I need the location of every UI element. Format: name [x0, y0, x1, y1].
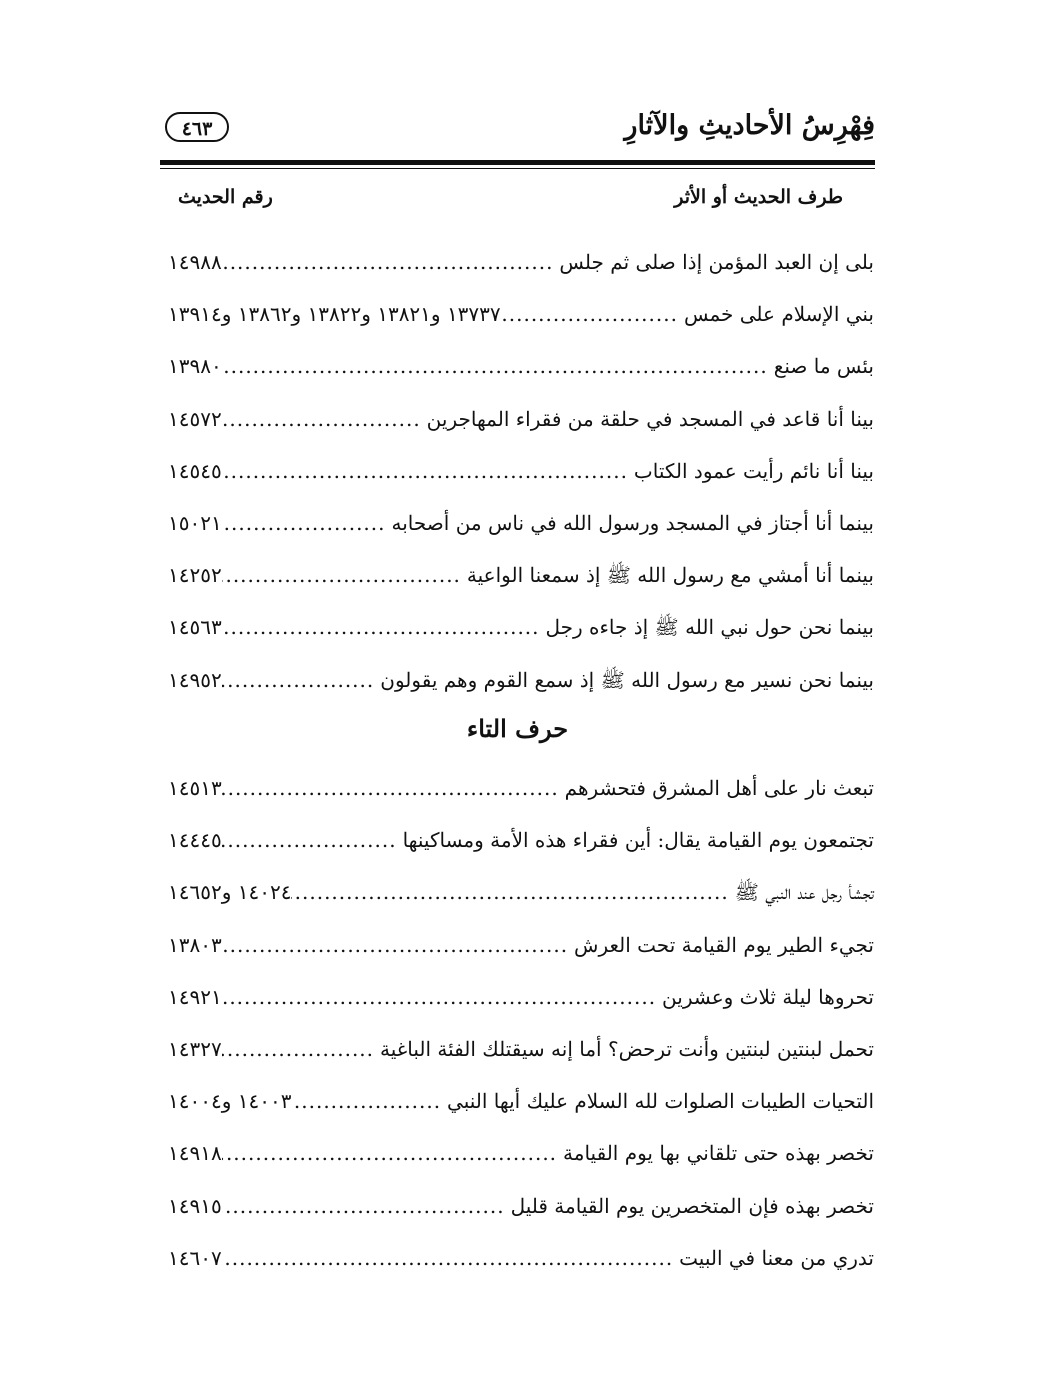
entry-leader-dots	[222, 1141, 557, 1165]
entry-leader-dots	[222, 459, 628, 483]
entry-ref: ١٤٩١٥	[168, 1193, 222, 1218]
entry-text: تجشأ رجل عند النبي ﷺ	[734, 880, 874, 905]
entry-ref: ١٤٥٦٣	[168, 615, 222, 640]
index-entry	[168, 1037, 874, 1089]
entry-text: بينما أنا أجتاز في المسجد ورسول الله في ناس من أصحابه	[391, 510, 874, 535]
index-entry	[168, 615, 874, 667]
entry-leader-dots	[501, 302, 678, 326]
index-entry	[168, 407, 874, 459]
index-list-taa	[168, 776, 874, 1298]
index-entry	[168, 1141, 874, 1193]
entry-ref: ١٤٢٥٢	[168, 563, 222, 588]
entry-leader-dots	[222, 250, 554, 274]
entry-leader-dots	[222, 354, 768, 378]
index-entry	[168, 933, 874, 985]
header-rule-thin	[160, 168, 875, 169]
entry-leader-dots	[291, 1089, 441, 1113]
entry-text: بينما أنا أمشي مع رسول الله ﷺ إذ سمعنا الواعية	[466, 563, 874, 588]
entry-text: تجيء الطير يوم القيامة تحت العرش	[574, 932, 874, 957]
index-entry	[168, 668, 874, 720]
running-title: فِهْرِسُ الأحاديثِ والآثارِ	[624, 110, 875, 141]
entry-ref: ١٤٥٤٥	[168, 458, 222, 483]
entry-ref: ١٤٠٠٣ و١٤٠٠٤	[168, 1089, 292, 1114]
entry-leader-dots	[291, 880, 728, 904]
entry-ref: ١٣٩٨٠	[168, 354, 222, 379]
entry-text: تدري من معنا في البيت	[679, 1245, 874, 1270]
entry-leader-dots	[222, 407, 421, 431]
entry-ref: ١٤٦٠٧	[168, 1245, 222, 1270]
index-entry	[168, 776, 874, 828]
index-entry	[168, 1089, 874, 1141]
index-list-ba	[168, 250, 874, 720]
index-entry	[168, 511, 874, 563]
entry-text: تبعث نار على أهل المشرق فتحشرهم	[564, 776, 874, 800]
entry-ref: ١٤٥٧٢	[168, 406, 222, 431]
entry-ref: ١٤٩٢١	[168, 984, 222, 1009]
index-entry	[168, 250, 874, 302]
entry-leader-dots	[222, 828, 397, 852]
entry-leader-dots	[222, 1194, 505, 1218]
entry-text: بينا أنا قاعد في المسجد في حلقة من فقراء المهاجرين	[426, 406, 874, 431]
entry-leader-dots	[222, 668, 375, 692]
entry-ref: ١٤٠٢٤ و١٤٦٥٢	[168, 880, 292, 905]
entry-text: بلى إن العبد المؤمن إذا صلى ثم جلس	[559, 250, 874, 274]
index-entry	[168, 880, 874, 932]
entry-text: بينما نحن حول نبي الله ﷺ إذ جاءه رجل	[545, 615, 874, 640]
entry-text: بئس ما صنع	[773, 354, 874, 379]
entry-text: بينما نحن نسير مع رسول الله ﷺ إذ سمع القوم وهم يقولون	[380, 667, 874, 692]
entry-ref: ١٥٠٢١	[168, 510, 222, 535]
entry-ref: ١٤٩٨٨	[168, 250, 222, 274]
index-entry	[168, 1194, 874, 1246]
entry-ref: ١٣٨٠٣	[168, 932, 222, 957]
entry-text: بينا أنا نائم رأيت عمود الكتاب	[633, 458, 874, 483]
entry-leader-dots	[222, 1246, 673, 1270]
column-headings	[160, 186, 875, 216]
section-heading: حرف التاء	[466, 714, 569, 743]
entry-text: التحيات الطيبات الصلوات لله السلام عليك أيها النبي	[447, 1089, 874, 1114]
index-entry	[168, 828, 874, 880]
column-heading-text: طرف الحديث أو الأثر	[674, 186, 843, 208]
index-entry	[168, 563, 874, 615]
entry-leader-dots	[222, 1037, 374, 1061]
page-header	[160, 106, 875, 156]
entry-text: تحمل لبنتين لبنتين وأنت ترحض؟ أما إنه سيقتلك الفئة الباغية	[380, 1036, 874, 1061]
index-entry	[168, 354, 874, 406]
entry-ref: ١٤٤٤٥	[168, 828, 222, 853]
entry-leader-dots	[222, 776, 559, 800]
entry-text: تجتمعون يوم القيامة يقال: أين فقراء هذه الأمة ومساكينها	[402, 828, 874, 853]
entry-leader-dots	[222, 933, 568, 957]
entry-ref: ١٤٩١٨	[168, 1141, 222, 1166]
entry-text: بني الإسلام على خمس	[683, 302, 874, 327]
entry-ref: ١٣٧٣٧ و١٣٨٢١ و١٣٨٢٢ و١٣٨٦٢ و١٣٩١٤	[168, 302, 501, 327]
index-entry	[168, 302, 874, 354]
column-heading-number: رقم الحديث	[178, 186, 273, 208]
entry-leader-dots	[222, 615, 540, 639]
entry-ref: ١٤٥١٣	[168, 776, 222, 800]
entry-ref: ١٤٩٥٢	[168, 667, 222, 692]
index-entry	[168, 1246, 874, 1298]
entry-ref: ١٤٣٢٧	[168, 1036, 222, 1061]
entry-leader-dots	[222, 563, 461, 587]
page-number-badge: ٤٦٣	[165, 112, 229, 142]
header-rule-thick	[160, 160, 875, 165]
entry-leader-dots	[222, 511, 386, 535]
entry-leader-dots	[222, 985, 656, 1009]
index-entry	[168, 985, 874, 1037]
entry-text: تخصر بهذه حتى تلقاني بها يوم القيامة	[563, 1141, 874, 1166]
index-entry	[168, 459, 874, 511]
entry-text: تحروها ليلة ثلاث وعشرين	[662, 984, 874, 1009]
entry-text: تخصر بهذه فإن المتخصرين يوم القيامة قليل	[510, 1193, 874, 1218]
